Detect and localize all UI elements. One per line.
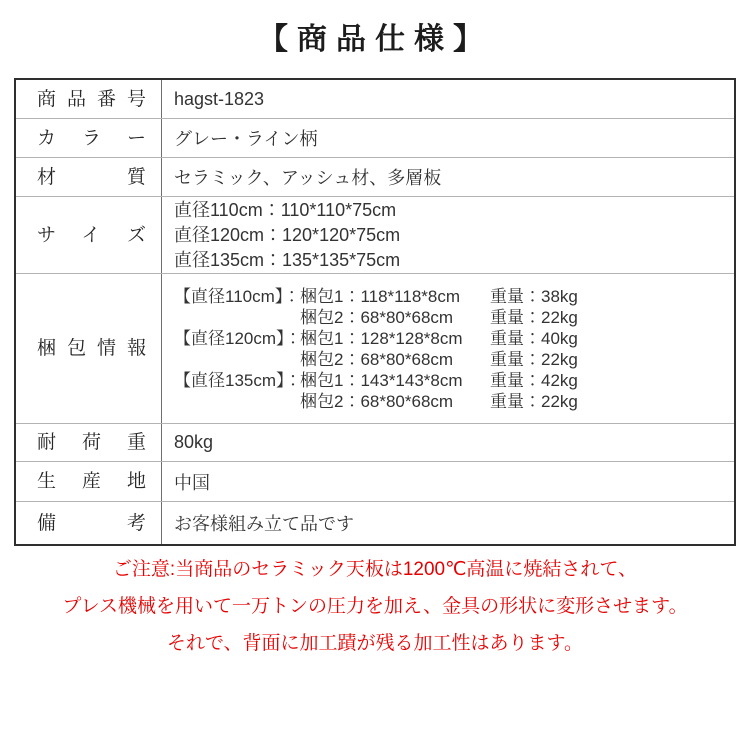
row-label bbox=[16, 502, 162, 544]
packing-line bbox=[174, 391, 734, 412]
table-row-remarks bbox=[16, 502, 734, 544]
size-line: 直径110cm：110*110*75cm bbox=[174, 199, 397, 220]
row-label bbox=[16, 462, 162, 501]
packing-size: 梱包2：68*80*68cm bbox=[300, 349, 454, 369]
note-line: ご注意:当商品のセラミック天板は1200℃高温に焼結されて、 bbox=[112, 559, 638, 580]
packing-prefix: 【直径135cm】： bbox=[174, 370, 302, 390]
row-label-text: 耐荷重 bbox=[37, 432, 146, 453]
row-label-text: 備考 bbox=[37, 512, 146, 534]
packing-size: 梱包1：128*128*8cm bbox=[300, 328, 463, 348]
packing-line bbox=[174, 328, 734, 349]
row-label bbox=[16, 158, 162, 196]
row-value: お客様組み立て品です bbox=[174, 514, 354, 534]
row-label bbox=[16, 80, 162, 118]
packing-size: 梱包1：118*118*8cm bbox=[300, 286, 461, 306]
packing-size: 梱包1：143*143*8cm bbox=[300, 370, 463, 390]
note-line: それで、背面に加工蹟が残る加工性はあります。 bbox=[166, 633, 584, 654]
row-label-text: 材質 bbox=[37, 166, 146, 188]
row-label-text: 生産地 bbox=[37, 471, 146, 492]
row-label bbox=[16, 274, 162, 423]
table-row-packing bbox=[16, 274, 734, 424]
spec-table bbox=[14, 78, 736, 546]
row-label-text: 梱包情報 bbox=[37, 338, 146, 359]
table-row-material bbox=[16, 158, 734, 197]
packing-size: 梱包2：68*80*68cm bbox=[300, 307, 454, 327]
row-label-text: 商品番号 bbox=[37, 88, 146, 110]
size-line: 直径135cm：135*135*75cm bbox=[174, 249, 401, 270]
size-line: 直径120cm：120*120*75cm bbox=[174, 224, 401, 245]
table-row-origin bbox=[16, 462, 734, 502]
row-value: 80kg bbox=[174, 432, 214, 452]
row-label bbox=[16, 119, 162, 157]
packing-prefix: 【直径120cm】： bbox=[174, 328, 302, 348]
row-value bbox=[162, 274, 734, 423]
row-value: 中国 bbox=[174, 472, 210, 493]
packing-line bbox=[174, 370, 734, 391]
packing-weight: 重量：40kg bbox=[490, 328, 578, 348]
row-value: セラミック、アッシュ材、多層板 bbox=[174, 168, 442, 188]
packing-weight: 重量：22kg bbox=[490, 349, 578, 369]
packing-line bbox=[174, 307, 734, 328]
row-value: hagst-1823 bbox=[174, 88, 265, 109]
packing-weight: 重量：42kg bbox=[490, 370, 578, 390]
table-row-product-number bbox=[16, 80, 734, 119]
packing-weight: 重量：38kg bbox=[490, 286, 578, 306]
table-row-size bbox=[16, 197, 734, 274]
packing-line bbox=[174, 286, 734, 307]
packing-prefix: 【直径110cm】： bbox=[174, 286, 301, 306]
packing-weight: 重量：22kg bbox=[490, 391, 578, 411]
packing-prefix bbox=[174, 349, 300, 370]
note-line: プレス機械を用いて一万トンの圧力を加え、金具の形状に変形させます。 bbox=[62, 596, 688, 617]
caution-notes bbox=[0, 551, 750, 662]
row-label-text: サイズ bbox=[37, 224, 146, 246]
row-label bbox=[16, 424, 162, 461]
table-row-load-capacity bbox=[16, 424, 734, 462]
packing-prefix bbox=[174, 307, 300, 328]
packing-size: 梱包2：68*80*68cm bbox=[300, 391, 454, 411]
row-value: グレー・ライン柄 bbox=[174, 129, 318, 149]
packing-line bbox=[174, 349, 734, 370]
row-value bbox=[162, 197, 734, 273]
packing-weight: 重量：22kg bbox=[490, 307, 578, 327]
table-row-color bbox=[16, 119, 734, 158]
row-label-text: カラー bbox=[37, 127, 146, 149]
page-title: 【商品仕様】 bbox=[258, 23, 492, 56]
row-label bbox=[16, 197, 162, 273]
packing-prefix bbox=[174, 391, 300, 412]
